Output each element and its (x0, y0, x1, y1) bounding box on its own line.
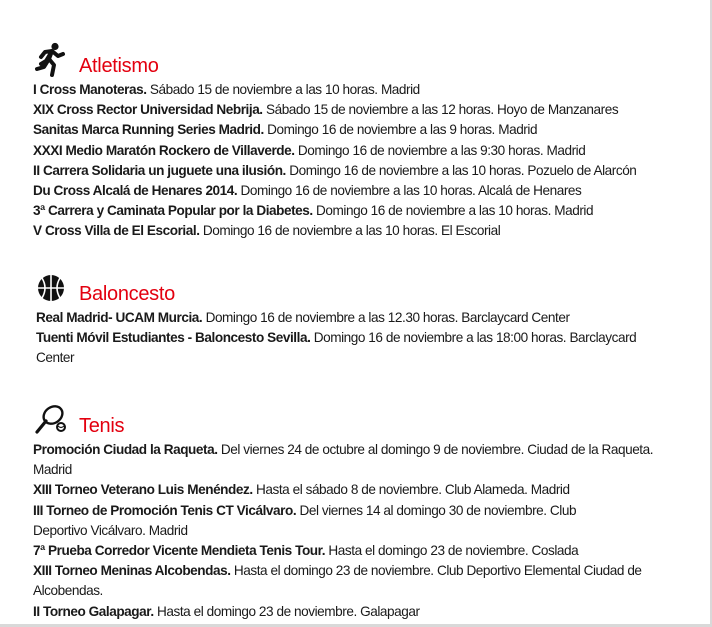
list-item (33, 541, 698, 561)
event-name: II Torneo Galapagar. (33, 603, 154, 619)
event-name: Sanitas Marca Running Series Madrid. (33, 122, 264, 138)
event-name: II Carrera Solidaria un juguete una ilusión. (33, 162, 286, 178)
event-detail: Sábado 15 de noviembre a las 12 horas. Hoyo de Manzanares (262, 102, 619, 118)
list-item (33, 181, 698, 201)
event-detail: Sábado 15 de noviembre a las 10 horas. Madrid (146, 82, 420, 97)
event-detail: Domingo 16 de noviembre a las 12.30 horas. Barclaycard Center (202, 310, 570, 325)
list-item (33, 120, 698, 140)
list-item (36, 308, 698, 328)
list-item (36, 328, 641, 368)
runner-icon (33, 42, 69, 78)
event-name: Real Madrid- UCAM Murcia. (36, 310, 203, 325)
list-item (33, 602, 698, 622)
event-name: I Cross Manoteras. (33, 82, 147, 97)
tennis-racket-icon (33, 402, 69, 438)
event-name: XIII Torneo Meninas Alcobendas. (33, 563, 231, 579)
event-name: III Torneo de Promoción Tenis CT Vicálvaro. (33, 502, 297, 518)
list-item (33, 141, 698, 161)
event-name: Du Cross Alcalá de Henares 2014. (33, 183, 238, 199)
section-title: Tenis (79, 415, 125, 437)
section-baloncesto (33, 262, 698, 369)
event-detail: Domingo 16 de noviembre a las 18:00 horas. Barclaycard Center (36, 330, 637, 366)
section-tenis (33, 394, 698, 622)
list-item (33, 80, 698, 100)
event-detail: Hasta el sábado 8 de noviembre. Club Alameda. Madrid (252, 482, 570, 498)
event-name: 3ª Carrera y Caminata Popular por la Diabetes. (33, 203, 313, 219)
list-item (33, 561, 693, 601)
event-list (33, 440, 698, 622)
list-item (33, 201, 698, 221)
list-item (33, 501, 618, 541)
event-name: XIII Torneo Veterano Luis Menéndez. (33, 482, 253, 498)
event-name: XXXI Medio Maratón Rockero de Villaverde. (33, 142, 295, 158)
event-detail: Del viernes 14 al domingo 30 de noviembre. Club Deportivo Vicálvaro. Madrid (33, 502, 577, 538)
event-detail: Domingo 16 de noviembre a las 9 horas. Madrid (263, 122, 538, 138)
event-detail: Hasta el domingo 23 de noviembre. Club Deportivo Elemental Ciudad de Alcobendas. (33, 563, 642, 599)
event-detail: Hasta el domingo 23 de noviembre. Galapagar (153, 603, 420, 619)
section-title: Atletismo (79, 55, 159, 77)
section-header (33, 34, 698, 78)
section-atletismo (33, 34, 698, 242)
list-item (33, 161, 698, 181)
list-item (33, 221, 698, 241)
event-detail: Domingo 16 de noviembre a las 10 horas. El Escorial (199, 223, 501, 239)
event-name: XIX Cross Rector Universidad Nebrija. (33, 102, 263, 118)
event-list (33, 80, 698, 242)
event-detail: Hasta el domingo 23 de noviembre. Coslada (325, 543, 579, 559)
section-title: Baloncesto (79, 283, 175, 305)
list-item (33, 480, 698, 500)
section-header (33, 262, 698, 306)
event-detail: Domingo 16 de noviembre a las 10 horas. Madrid (312, 203, 594, 219)
event-name: 7ª Prueba Corredor Vicente Mendieta Tenis Tour. (33, 543, 326, 559)
event-name: Promoción Ciudad la Raqueta. (33, 442, 218, 457)
event-name: V Cross Villa de El Escorial. (33, 223, 200, 239)
event-detail: Del viernes 24 de octubre al domingo 9 de noviembre. Ciudad de la Raqueta. Madrid (33, 442, 654, 478)
basketball-icon (33, 270, 69, 306)
list-item (33, 440, 673, 480)
event-detail: Domingo 16 de noviembre a las 9:30 horas. Madrid (294, 142, 586, 158)
event-detail: Domingo 16 de noviembre a las 10 horas. Pozuelo de Alarcón (285, 162, 637, 178)
event-detail: Domingo 16 de noviembre a las 10 horas. Alcalá de Henares (237, 183, 582, 199)
event-list (33, 308, 698, 369)
section-header (33, 394, 698, 438)
list-item (33, 100, 698, 120)
event-name: Tuenti Móvil Estudiantes - Baloncesto Sevilla. (36, 330, 311, 346)
